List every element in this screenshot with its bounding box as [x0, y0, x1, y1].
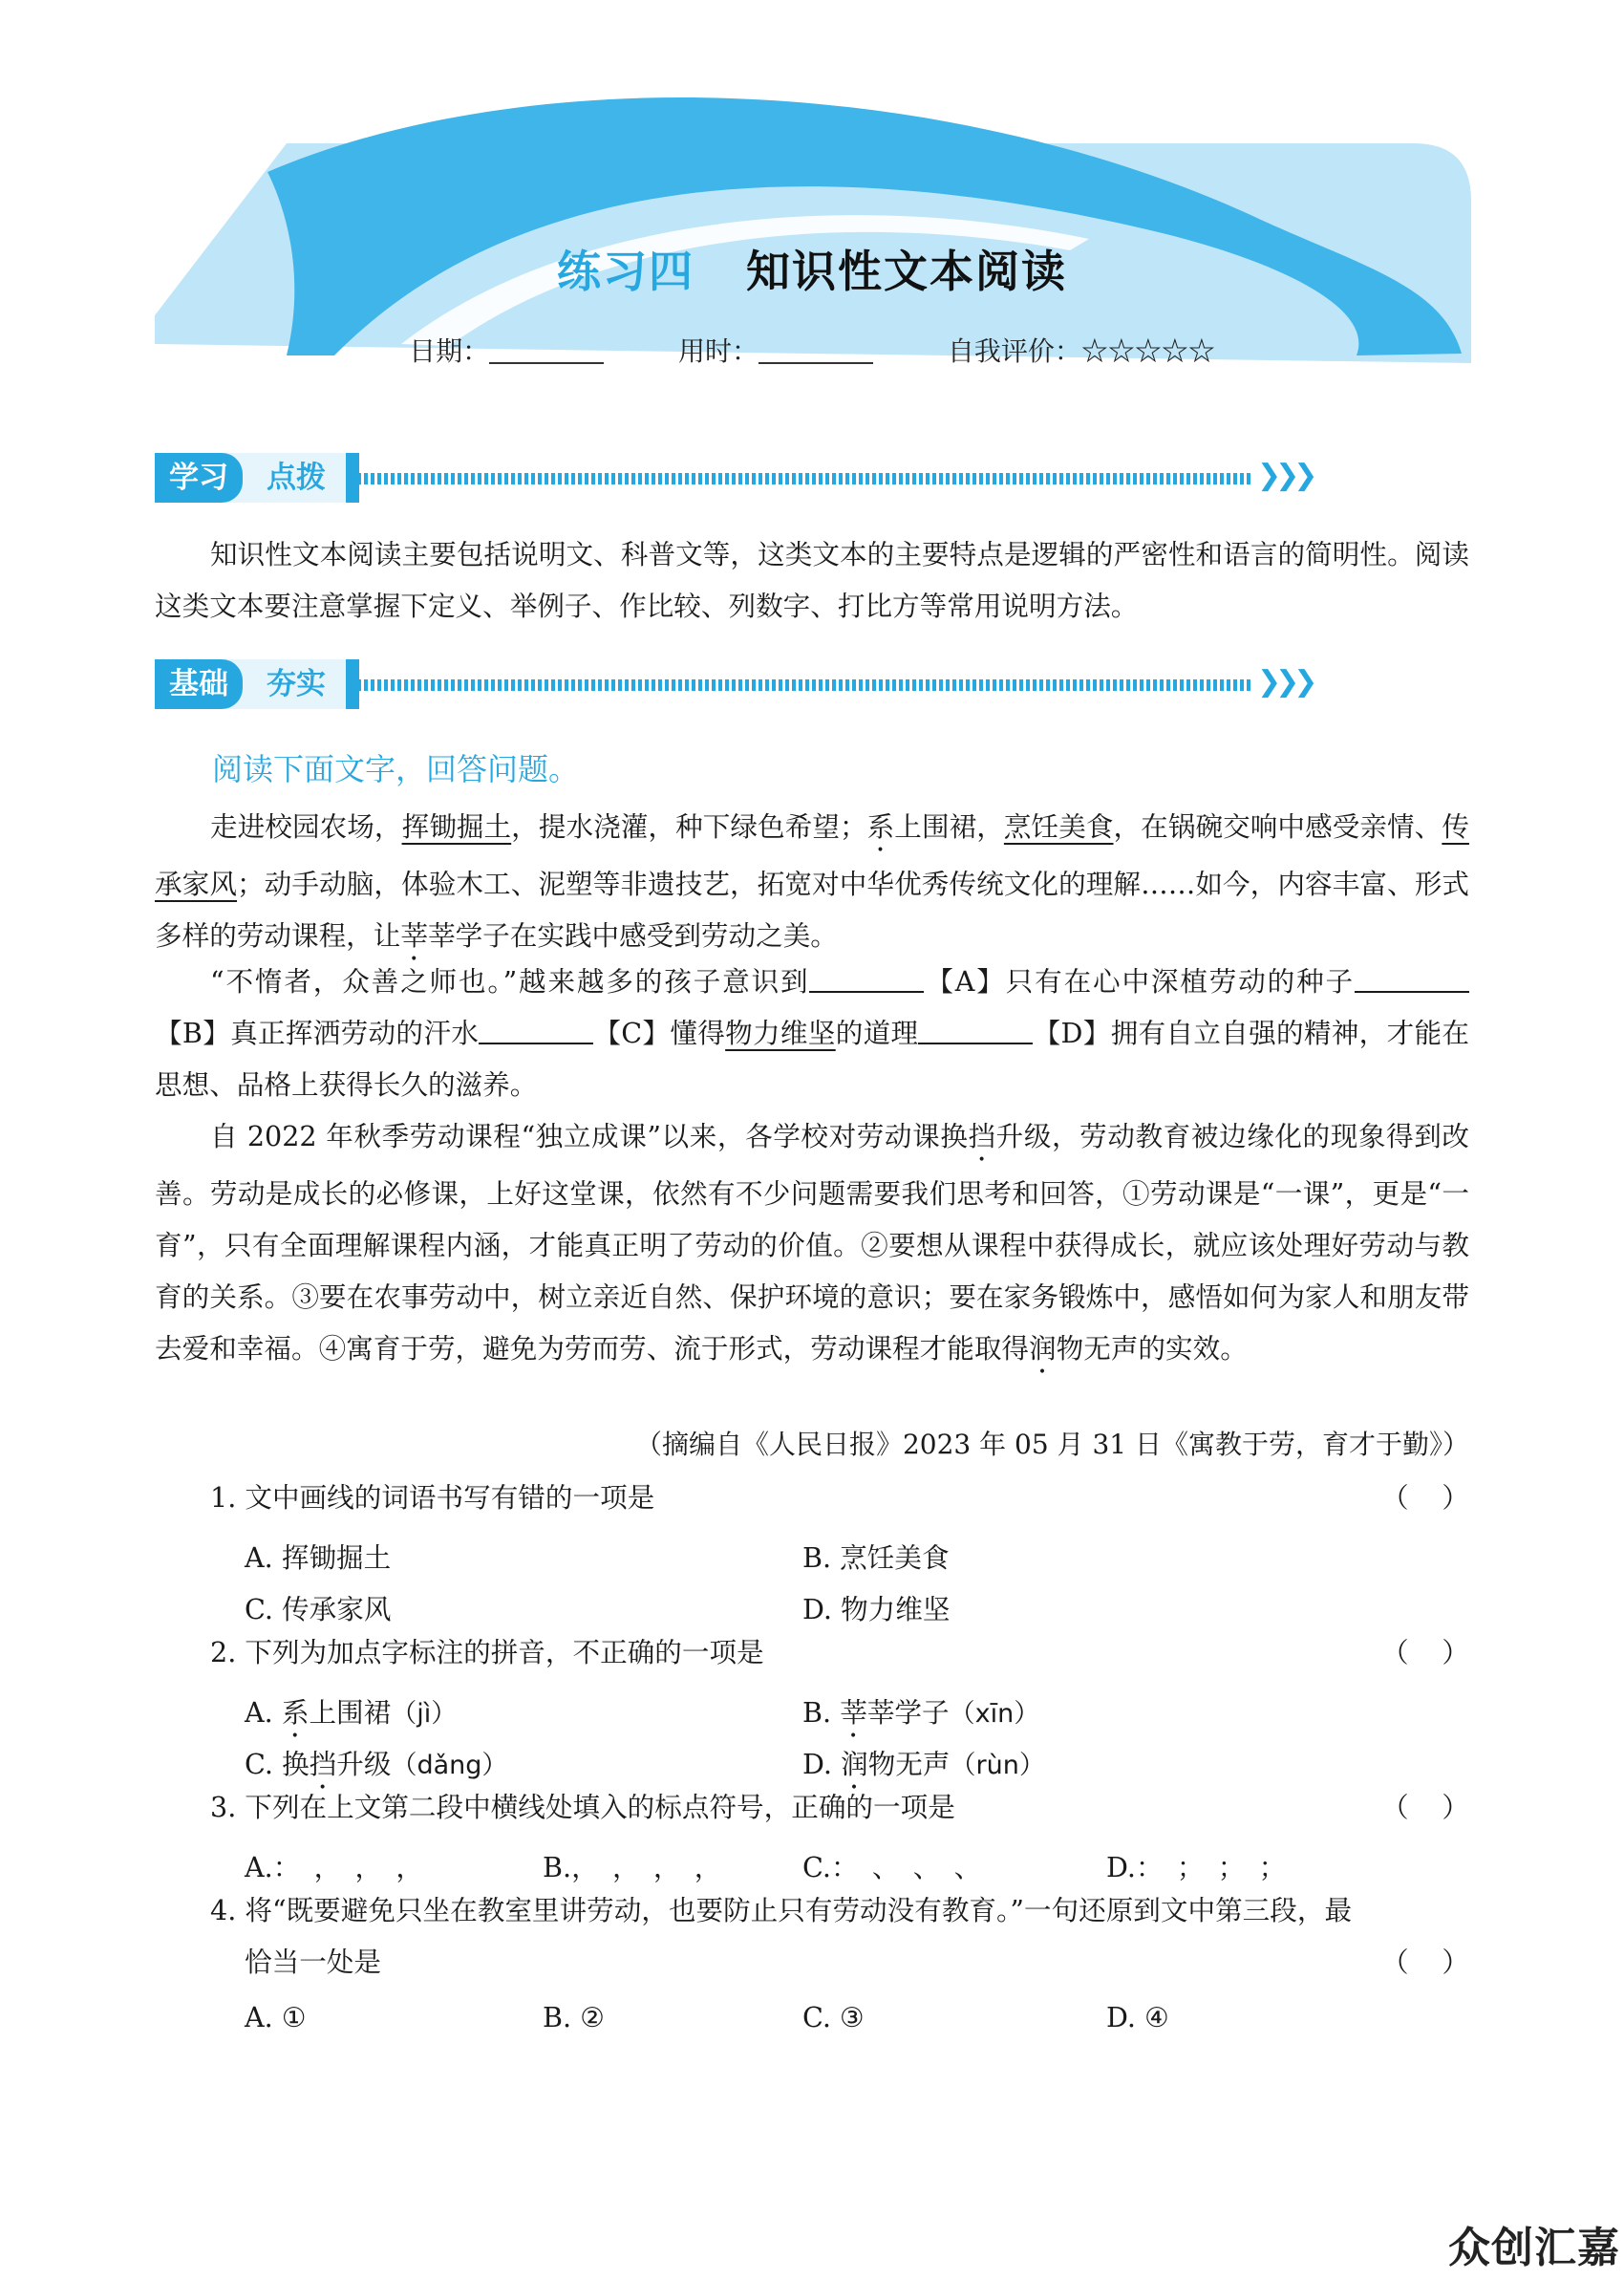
time-label: 用时： [677, 335, 759, 367]
option-c[interactable]: C. 传承家风 [245, 1593, 392, 1625]
underlined-word: 烹饪美食 [1003, 810, 1114, 843]
blank-marker: 【A】 [924, 965, 1006, 998]
self-eval-label: 自我评价： [947, 335, 1081, 367]
dotted-char: 系 [866, 810, 895, 843]
title-main: 知识性文本阅读 [746, 246, 1067, 297]
option-a[interactable]: A. 系上围裙（jì） [245, 1696, 458, 1729]
option-d[interactable]: D.： ； ； ； [1106, 1851, 1287, 1883]
option-c[interactable]: C. ③ [802, 2001, 865, 2033]
dotted-char: 莘 [400, 919, 428, 952]
section-tag-primary: 学习 [155, 453, 243, 503]
option-d[interactable]: D. 物力维坚 [802, 1593, 951, 1625]
section-tag [155, 453, 346, 503]
self-eval-stars[interactable]: ☆☆☆☆☆ [1080, 335, 1215, 367]
fill-blank[interactable] [479, 1016, 593, 1044]
dotted-char: 挡 [968, 1120, 996, 1152]
fill-blank[interactable] [918, 1016, 1033, 1044]
answer-blank[interactable]: （ ） [1381, 1481, 1469, 1514]
passage-source: （摘编自《人民日报》2023 年 05 月 31 日《寓教于劳，育才于勤》） [634, 1429, 1469, 1460]
option-b[interactable]: B.， ， ， ， [543, 1851, 722, 1883]
chevron-right-icon: ❯❯❯ [1257, 665, 1313, 699]
study-tips-text: 知识性文本阅读主要包括说明文、科普文等，这类文本的主要特点是逻辑的严密性和语言的简明性。阅读这类文本要注意掌握下定义、举例子、作比较、列数字、打比方等常用说明方法。 [155, 538, 1469, 622]
question-stem: 1. 文中画线的词语书写有错的一项是 [210, 1481, 655, 1514]
option-a[interactable]: A. 挥锄掘土 [245, 1541, 392, 1574]
answer-blank[interactable]: （ ） [1381, 1791, 1469, 1823]
underlined-word: 传承家风 [155, 810, 1469, 900]
section-tag-primary: 基础 [155, 659, 243, 709]
watermark-logo: 众创汇嘉 [1448, 2224, 1620, 2272]
question-4 [210, 1884, 1469, 1988]
section-dotted-line [357, 473, 1251, 484]
reading-instruction: 阅读下面文字，回答问题。 [212, 751, 580, 787]
option-d[interactable]: D. 润物无声（rùn） [802, 1748, 1045, 1780]
section-tag-secondary: 点拨 [267, 461, 326, 495]
option-b[interactable]: B. 烹饪美食 [802, 1541, 950, 1574]
date-label: 日期： [409, 335, 490, 367]
answer-blank[interactable]: （ ） [1381, 1636, 1469, 1668]
date-blank[interactable] [489, 337, 604, 364]
question-3 [210, 1781, 1469, 1833]
underlined-word: 物力维坚 [725, 1017, 836, 1049]
fill-blank[interactable] [809, 964, 924, 993]
answer-blank[interactable]: （ ） [1381, 1946, 1469, 1978]
title-lead: 练习四 [557, 246, 694, 297]
question-1 [210, 1472, 1469, 1523]
chevron-right-icon: ❯❯❯ [1257, 459, 1313, 492]
section-dotted-line [357, 679, 1251, 691]
question-2 [210, 1626, 1469, 1678]
question-stem-line-1: 4. 将“既要避免只坐在教室里讲劳动，也要防止只有劳动没有教育。”一句还原到文中第三段，最 [210, 1894, 1353, 1926]
dotted-char: 润 [1029, 1332, 1057, 1365]
option-d[interactable]: D. ④ [1106, 2001, 1169, 2033]
section-header-study-tips [155, 449, 1313, 506]
question-stem: 3. 下列在上文第二段中横线处填入的标点符号，正确的一项是 [210, 1791, 955, 1823]
option-a[interactable]: A.： ， ， ， [245, 1851, 423, 1883]
page-title [0, 237, 1624, 300]
section-header-basics [155, 656, 1313, 713]
option-b[interactable]: B. 莘莘学子（xīn） [802, 1696, 1040, 1729]
question-stem: 2. 下列为加点字标注的拼音，不正确的一项是 [210, 1636, 764, 1668]
passage-paragraph-2: “不惰者，众善之师也。”越来越多的孩子意识到 【A】只有在心中深植劳动的种子【B】真正挥洒劳动的汗水 【C】懂得物力维坚的道理 【D】拥有自立自强的精神，才能在思想、品格上获得长久的滋养。 [155, 965, 1469, 1101]
option-a[interactable]: A. ① [245, 2001, 307, 2033]
option-c[interactable]: C.： 、 、 、 [802, 1851, 982, 1883]
header-meta [0, 331, 1624, 369]
question-stem-line-2: 恰当一处是 [245, 1946, 381, 1978]
option-c[interactable]: C. 换挡升级（dǎng） [245, 1748, 508, 1780]
blank-marker: 【D】 [1033, 1017, 1111, 1049]
option-b[interactable]: B. ② [543, 2001, 605, 2033]
time-blank[interactable] [759, 337, 873, 364]
section-tag-secondary: 夯实 [267, 667, 326, 701]
blank-marker: 【C】 [593, 1017, 671, 1049]
passage-paragraph-3: 自 2022 年秋季劳动课程“独立成课”以来，各学校对劳动课换挡升级，劳动教育被边缘化的现象得到改善。劳动是成长的必修课，上好这堂课，依然有不少问题需要我们思考和回答，①劳动课是“一课”，更是“一育”，只有全面理解课程内涵，才能真正明了劳动的价值。②要想从课程中获得成长，就应该处理好劳动与教育的关系。③要在农事劳动中，树立亲近自然、保护环境的意识；要在家务锻炼中，感悟如何为家人和朋友带去爱和幸福。④寓育于劳，避免为劳而劳、流于形式，劳动课程才能取得润物无声的实效。 [155, 1120, 1469, 1365]
section-tag [155, 659, 346, 709]
passage-paragraph-1: 走进校园农场，挥锄掘土，提水浇灌，种下绿色希望；系上围裙，烹饪美食，在锅碗交响中感受亲情、传承家风；动手动脑，体验木工、泥塑等非遗技艺，拓宽对中华优秀传统文化的理解……如今，内容丰富、形式多样的劳动课程，让莘莘学子在实践中感受到劳动之美。 [155, 810, 1469, 952]
blank-marker: 【B】 [155, 1017, 231, 1049]
fill-blank[interactable] [1355, 964, 1469, 993]
underlined-word: 挥锄掘土 [401, 810, 512, 843]
